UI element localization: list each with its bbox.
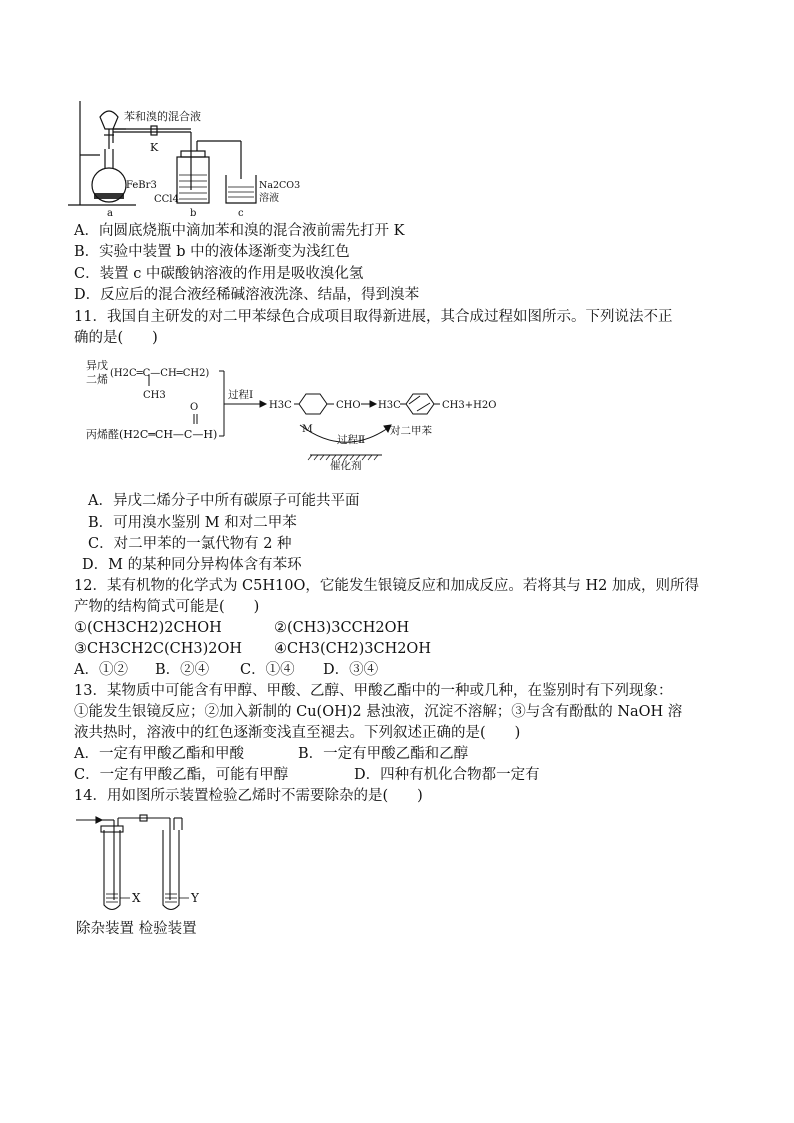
na2co3-label: Na2CO3: [259, 180, 301, 191]
q12-option-c: C．①④: [240, 662, 295, 678]
q10-option-c: C．装置 c 中碳酸钠溶液的作用是吸收溴化氢: [74, 266, 364, 282]
valve-k-label: K: [150, 141, 159, 154]
q10-option-a: A．向圆底烧瓶中滴加苯和溴的混合液前需先打开 K: [74, 223, 405, 239]
funnel-label: 苯和溴的混合液: [124, 110, 201, 123]
ccl4-label: CCl4: [154, 194, 179, 205]
q11-option-d: D．M 的某种同分异构体含有苯环: [82, 557, 302, 573]
q11-option-b: B．可用溴水鉴别 M 和对二甲苯: [88, 515, 297, 531]
solution-label: 溶液: [259, 193, 279, 204]
m-label: M: [302, 423, 313, 435]
q14-figure-caption: 除杂装置 检验装置: [76, 921, 197, 937]
q12-structure-2: ②(CH3)3CCH2OH: [274, 620, 410, 636]
xylene-ch3-water: CH3+H2O: [442, 400, 497, 411]
q10-option-d: D．反应后的混合液经稀碱溶液洗涤、结晶，得到溴苯: [74, 287, 420, 303]
q14-stem: 14．用如图所示装置检验乙烯时不需要除杂的是( ): [74, 788, 423, 804]
process-1-label: 过程Ⅰ: [228, 389, 254, 401]
q12-structure-4: ④CH3(CH2)3CH2OH: [274, 641, 431, 657]
q12-structure-1: ①(CH3CH2)2CHOH: [74, 620, 222, 636]
acrolein-oxygen: O: [190, 402, 199, 413]
label-a: a: [107, 208, 113, 219]
q10-option-b: B．实验中装置 b 中的液体逐渐变为浅红色: [74, 244, 350, 260]
label-c: c: [238, 208, 244, 219]
q13-stem-line1: 13．某物质中可能含有甲醇、甲酸、乙醇、甲酸乙酯中的一种或几种，在鉴别时有下列现象：: [74, 683, 673, 699]
q13-option-d: D．四种有机化合物都一定有: [354, 767, 540, 783]
q13-stem-line3: 液共热时，溶液中的红色逐渐变浅直至褪去。下列叙述正确的是( ): [74, 725, 521, 741]
label-b: b: [190, 208, 197, 219]
isoprene-label-1: 异戊: [86, 359, 108, 372]
reagent-y-label: Y: [191, 891, 199, 905]
q12-stem-line2: 产物的结构简式可能是( ): [74, 599, 260, 615]
q12-option-d: D．③④: [323, 662, 379, 678]
reagent-x-label: X: [132, 891, 141, 905]
isoprene-label-2: 二烯: [86, 373, 108, 386]
q12-stem-line1: 12．某有机物的化学式为 C5H10O，它能发生银镜反应和加成反应。若将其与 H2 加成，则所得: [74, 578, 699, 594]
p-xylene-synthesis-scheme: [86, 358, 536, 470]
bromobenzene-apparatus-figure: [66, 95, 316, 220]
m-cho: CHO: [336, 400, 361, 411]
q11-stem-line2: 确的是( ): [74, 330, 158, 346]
p-xylene-label: 对二甲苯: [390, 425, 432, 437]
q13-option-a: A．一定有甲酸乙酯和甲酸: [74, 746, 244, 762]
xylene-h3c: H3C: [378, 400, 401, 411]
q13-option-c: C．一定有甲酸乙酯，可能有甲醇: [74, 767, 289, 783]
q13-stem-line2: ①能发生银镜反应；②加入新制的 Cu(OH)2 悬浊液，沉淀不溶解；③与含有酚酞的 NaOH 溶: [74, 704, 683, 720]
m-h3c: H3C: [269, 400, 292, 411]
q12-structure-3: ③CH3CH2C(CH3)2OH: [74, 641, 243, 657]
catalyst-label: 催化剂: [330, 460, 362, 470]
isoprene-formula: (H2C═C—CH═CH2): [110, 368, 210, 379]
isoprene-ch3: CH3: [143, 390, 166, 401]
q12-option-a: A．①②: [74, 662, 128, 678]
q13-option-b: B．一定有甲酸乙酯和乙醇: [298, 746, 469, 762]
q11-option-c: C．对二甲苯的一氯代物有 2 种: [88, 536, 292, 552]
ethylene-test-apparatus-figure: [74, 812, 234, 920]
febr3-label: FeBr3: [126, 180, 157, 191]
q11-stem-line1: 11．我国自主研发的对二甲苯绿色合成项目取得新进展，其合成过程如图所示。下列说法不正: [74, 309, 673, 325]
acrolein-formula: 丙烯醛(H2C═CH—C—H): [86, 428, 218, 441]
q11-option-a: A．异戊二烯分子中所有碳原子可能共平面: [88, 493, 360, 509]
q12-option-b: B．②④: [155, 662, 210, 678]
process-2-label: 过程Ⅱ: [337, 434, 366, 446]
